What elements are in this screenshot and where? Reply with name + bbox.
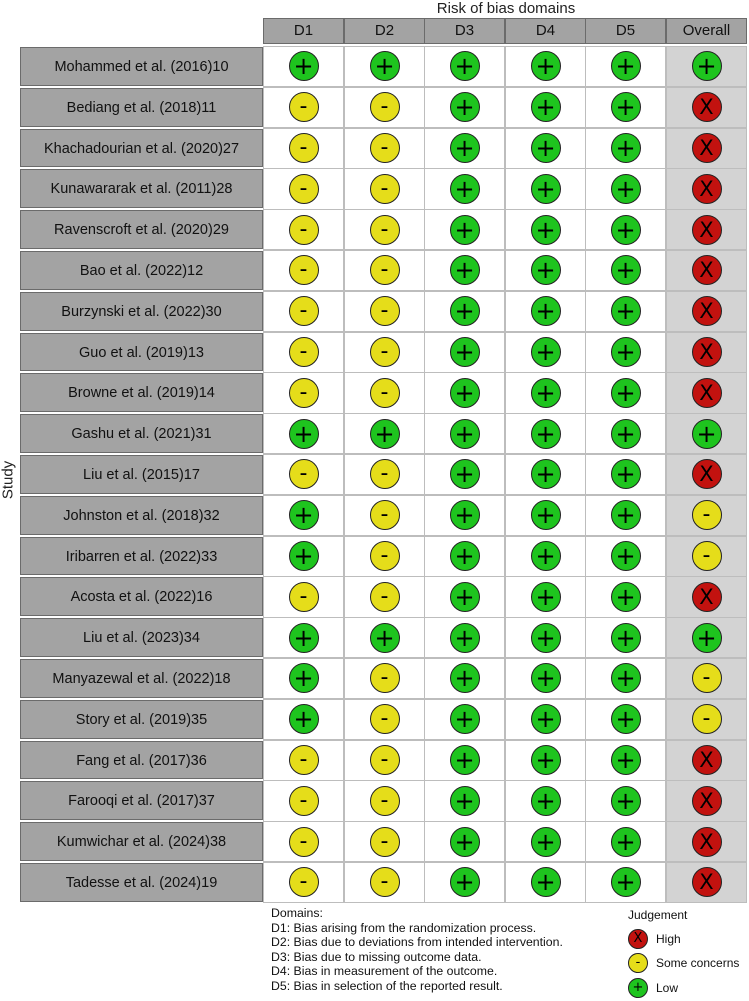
judgement-low-icon: + — [450, 867, 480, 897]
judgement-high-icon: X — [692, 133, 722, 163]
judgement-low-icon: + — [611, 786, 641, 816]
judgement-some-icon: - — [370, 215, 400, 245]
column-header-d5: D5 — [585, 18, 666, 44]
judgement-some-icon: - — [289, 92, 319, 122]
judgement-low-icon: + — [531, 500, 561, 530]
legend-item-high — [628, 929, 749, 951]
judgement-low-icon: + — [611, 255, 641, 285]
judgement-low-icon: + — [289, 623, 319, 653]
judgement-high-icon: X — [692, 255, 722, 285]
judgement-some-icon: - — [370, 663, 400, 693]
judgement-some-icon: - — [289, 296, 319, 326]
judgement-low-icon: + — [531, 745, 561, 775]
judgement-some-icon: - — [692, 541, 722, 571]
judgement-some-icon: - — [289, 174, 319, 204]
judgement-low-icon: + — [611, 92, 641, 122]
judgement-low-icon: + — [289, 51, 319, 81]
domain-description: D5: Bias in selection of the reported result. — [271, 978, 503, 993]
study-label: Browne et al. (2019)14 — [20, 373, 263, 412]
judgement-high-icon: X — [692, 215, 722, 245]
judgement-some-icon: - — [370, 500, 400, 530]
judgement-some-icon: - — [370, 337, 400, 367]
judgement-low-icon: + — [611, 582, 641, 612]
legend-item-some — [628, 953, 749, 975]
judgement-low-icon: + — [531, 174, 561, 204]
study-label: Gashu et al. (2021)31 — [20, 414, 263, 453]
judgement-some-icon: - — [289, 582, 319, 612]
judgement-low-icon: + — [450, 337, 480, 367]
judgement-low-icon: + — [450, 745, 480, 775]
judgement-high-icon: X — [692, 867, 722, 897]
judgement-low-icon: + — [450, 378, 480, 408]
column-header-d4: D4 — [505, 18, 586, 44]
y-axis-label: Study — [0, 460, 17, 500]
judgement-low-icon: + — [531, 255, 561, 285]
judgement-low-icon: + — [611, 867, 641, 897]
judgement-low-icon: + — [611, 337, 641, 367]
judgement-some-icon: - — [289, 867, 319, 897]
judgement-low-icon: + — [450, 419, 480, 449]
judgement-some-icon: - — [370, 92, 400, 122]
judgement-low-icon: + — [611, 133, 641, 163]
judgement-some-icon: - — [370, 867, 400, 897]
judgement-low-icon: + — [611, 378, 641, 408]
judgement-high-icon: X — [692, 459, 722, 489]
study-label: Iribarren et al. (2022)33 — [20, 537, 263, 576]
judgement-some-icon: - — [692, 500, 722, 530]
judgement-low-icon: + — [531, 459, 561, 489]
judgement-low-icon: + — [692, 623, 722, 653]
judgement-low-icon: + — [531, 623, 561, 653]
legend-item-low — [628, 978, 749, 1000]
judgement-high-icon: X — [692, 786, 722, 816]
judgement-some-icon: - — [289, 786, 319, 816]
study-label: Manyazewal et al. (2022)18 — [20, 659, 263, 698]
judgement-low-icon: + — [531, 663, 561, 693]
judgement-some-icon: - — [289, 255, 319, 285]
judgement-some-icon: - — [370, 133, 400, 163]
y-axis-label-box — [1, 440, 15, 520]
judgement-low-icon: + — [370, 623, 400, 653]
judgement-low-icon: + — [450, 827, 480, 857]
judgement-some-icon: - — [289, 133, 319, 163]
judgement-low-icon: + — [450, 51, 480, 81]
judgement-low-icon: + — [289, 419, 319, 449]
judgement-some-icon: - — [692, 663, 722, 693]
judgement-low-icon: + — [370, 51, 400, 81]
study-label: Acosta et al. (2022)16 — [20, 577, 263, 616]
judgement-low-icon: + — [450, 623, 480, 653]
judgement-low-icon: + — [531, 867, 561, 897]
column-header-d2: D2 — [344, 18, 425, 44]
judgement-low-icon: + — [531, 337, 561, 367]
legend-label: High — [656, 932, 681, 946]
study-label: Kumwichar et al. (2024)38 — [20, 822, 263, 861]
judgement-low-icon: + — [450, 459, 480, 489]
study-label: Bediang et al. (2018)11 — [20, 88, 263, 127]
judgement-low-icon: + — [611, 745, 641, 775]
study-label: Farooqi et al. (2017)37 — [20, 781, 263, 820]
judgement-low-icon: + — [289, 663, 319, 693]
judgement-high-icon: X — [692, 337, 722, 367]
study-label: Johnston et al. (2018)32 — [20, 496, 263, 535]
judgement-low-icon: + — [611, 704, 641, 734]
domain-description: D2: Bias due to deviations from intended intervention. — [271, 935, 563, 950]
column-header-overall: Overall — [666, 18, 747, 44]
judgement-some-icon: - — [692, 704, 722, 734]
judgement-low-icon: + — [450, 133, 480, 163]
judgement-low-icon: + — [611, 500, 641, 530]
judgement-some-icon: - — [370, 786, 400, 816]
judgement-low-icon: + — [370, 419, 400, 449]
judgement-low-icon: + — [692, 419, 722, 449]
judgement-low-icon: + — [450, 582, 480, 612]
judgement-some-icon: - — [370, 296, 400, 326]
judgement-low-icon: + — [611, 174, 641, 204]
domain-description: D1: Bias arising from the randomization process. — [271, 920, 537, 935]
judgement-some-icon: - — [289, 215, 319, 245]
judgement-low-icon: + — [531, 215, 561, 245]
study-label: Liu et al. (2023)34 — [20, 618, 263, 657]
judgement-low-icon: + — [289, 541, 319, 571]
chart-title: Risk of bias domains — [436, 0, 576, 17]
domains-heading: Domains: — [271, 906, 323, 920]
judgement-high-icon: X — [692, 296, 722, 326]
judgement-low-icon: + — [450, 786, 480, 816]
judgement-low-icon: + — [450, 541, 480, 571]
judgement-low-icon: + — [611, 51, 641, 81]
judgement-low-icon: + — [450, 255, 480, 285]
judgement-some-icon: - — [370, 255, 400, 285]
judgement-low-icon: + — [531, 378, 561, 408]
judgement-low-icon: + — [450, 704, 480, 734]
study-label: Tadesse et al. (2024)19 — [20, 863, 263, 902]
judgement-some-icon: - — [289, 337, 319, 367]
judgement-some-icon: - — [370, 704, 400, 734]
judgement-low-icon: + — [450, 296, 480, 326]
judgement-low-icon: + — [531, 92, 561, 122]
judgement-low-icon: + — [531, 419, 561, 449]
legend-label: Some concerns — [656, 956, 740, 970]
judgement-high-icon: X — [692, 745, 722, 775]
judgement-low-icon: + — [611, 419, 641, 449]
judgement-some-icon: - — [370, 827, 400, 857]
judgement-low-icon: + — [531, 704, 561, 734]
domains-key — [271, 906, 611, 994]
legend-some-icon: - — [628, 953, 648, 973]
study-label: Ravenscroft et al. (2020)29 — [20, 210, 263, 249]
judgement-low-icon: + — [531, 582, 561, 612]
legend-title: Judgement — [628, 908, 688, 922]
study-label: Kunawararak et al. (2011)28 — [20, 169, 263, 208]
judgement-high-icon: X — [692, 582, 722, 612]
domain-description: D3: Bias due to missing outcome data. — [271, 949, 482, 964]
judgement-some-icon: - — [370, 541, 400, 571]
judgement-low-icon: + — [611, 623, 641, 653]
study-label: Mohammed et al. (2016)10 — [20, 47, 263, 86]
study-label: Story et al. (2019)35 — [20, 700, 263, 739]
judgement-low-icon: + — [611, 541, 641, 571]
judgement-low-icon: + — [531, 786, 561, 816]
judgement-some-icon: - — [370, 745, 400, 775]
legend-label: Low — [656, 981, 679, 995]
judgement-high-icon: X — [692, 827, 722, 857]
study-label: Guo et al. (2019)13 — [20, 333, 263, 372]
study-label: Bao et al. (2022)12 — [20, 251, 263, 290]
legend-low-icon: + — [628, 978, 648, 998]
judgement-some-icon: - — [370, 459, 400, 489]
judgement-low-icon: + — [531, 827, 561, 857]
legend-high-icon: X — [628, 929, 648, 949]
judgement-low-icon: + — [450, 92, 480, 122]
judgement-low-icon: + — [531, 133, 561, 163]
judgement-low-icon: + — [611, 215, 641, 245]
judgement-low-icon: + — [289, 500, 319, 530]
judgement-some-icon: - — [289, 378, 319, 408]
judgement-low-icon: + — [531, 541, 561, 571]
judgement-high-icon: X — [692, 174, 722, 204]
judgement-some-icon: - — [289, 745, 319, 775]
domain-description: D4: Bias in measurement of the outcome. — [271, 964, 498, 979]
judgement-low-icon: + — [611, 663, 641, 693]
judgement-some-icon: - — [370, 582, 400, 612]
judgement-low-icon: + — [531, 51, 561, 81]
judgement-low-icon: + — [450, 174, 480, 204]
study-label: Khachadourian et al. (2020)27 — [20, 129, 263, 168]
judgement-low-icon: + — [289, 704, 319, 734]
judgement-some-icon: - — [370, 174, 400, 204]
judgement-low-icon: + — [450, 663, 480, 693]
judgement-low-icon: + — [531, 296, 561, 326]
judgement-some-icon: - — [370, 378, 400, 408]
judgement-low-icon: + — [611, 459, 641, 489]
judgement-low-icon: + — [450, 215, 480, 245]
study-label: Fang et al. (2017)36 — [20, 741, 263, 780]
judgement-high-icon: X — [692, 92, 722, 122]
judgement-low-icon: + — [611, 827, 641, 857]
judgement-high-icon: X — [692, 378, 722, 408]
judgement-some-icon: - — [289, 827, 319, 857]
study-label: Burzynski et al. (2022)30 — [20, 292, 263, 331]
judgement-low-icon: + — [692, 51, 722, 81]
study-label: Liu et al. (2015)17 — [20, 455, 263, 494]
column-header-d1: D1 — [263, 18, 344, 44]
judgement-some-icon: - — [289, 459, 319, 489]
judgement-low-icon: + — [450, 500, 480, 530]
judgement-low-icon: + — [611, 296, 641, 326]
column-header-d3: D3 — [424, 18, 505, 44]
